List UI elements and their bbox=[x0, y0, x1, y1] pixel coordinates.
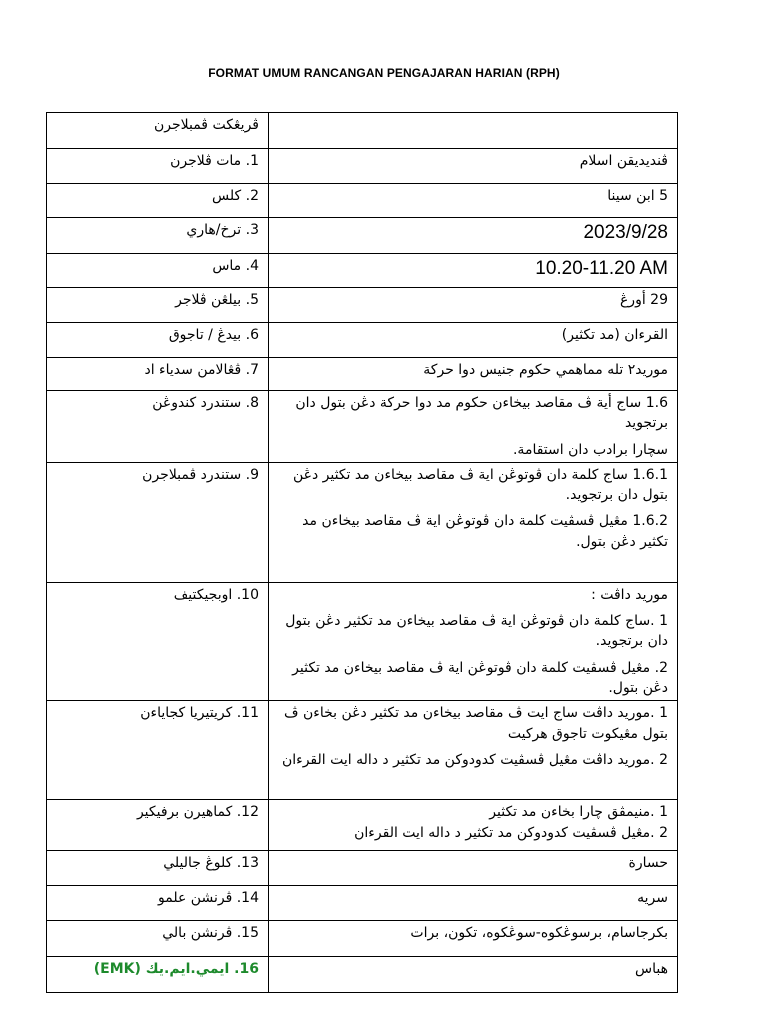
table-row bbox=[47, 358, 678, 391]
content-cell: 5 ابن سينا bbox=[269, 184, 678, 218]
table-row bbox=[47, 886, 678, 921]
table-row bbox=[47, 462, 678, 582]
content-cell bbox=[269, 462, 678, 582]
label-cell: 10. اوبجيکتيف bbox=[47, 582, 269, 700]
table-row bbox=[47, 323, 678, 358]
content-cell: موريد٢ تله مماهمي حكوم جنيس دوا حرکة bbox=[269, 358, 678, 391]
content-line: موريد داڤت : bbox=[591, 586, 668, 603]
label-cell: 4. ماس bbox=[47, 254, 269, 288]
table-row bbox=[47, 288, 678, 323]
table-row bbox=[47, 800, 678, 851]
label-cell: 2. کلس bbox=[47, 184, 269, 218]
label-cell: 13. کلوڠ جاليلي bbox=[47, 851, 269, 886]
label-cell: 16. ايمي.ايم.يك (EMK) bbox=[47, 957, 269, 993]
content-cell bbox=[269, 391, 678, 463]
content-cell bbox=[269, 701, 678, 800]
content-cell: ڤنديديقن اسلام bbox=[269, 149, 678, 184]
content-line: 1.6.2 مڠيل ڤسڤيت کلمة دان ڤوتوڠن اية ڤ مقاصد بيخاءن مد تكثير دڠن بتول. bbox=[302, 513, 668, 550]
label-cell: 5. بيلڠن ڤلاجر bbox=[47, 288, 269, 323]
content-cell: حسارة bbox=[269, 851, 678, 886]
label-cell: 15. ڤرنشن بالي bbox=[47, 921, 269, 957]
content-cell bbox=[269, 800, 678, 851]
content-cell: سريه bbox=[269, 886, 678, 921]
content-line: 2 .موريد داڤت مڠيل ڤسڤيت کدودوکن مد تكثير د داله ايت القرءان bbox=[281, 751, 668, 768]
content-cell: بکرجاسام، برسوڠکوه-سوڠکوه، تکون، برات bbox=[269, 921, 678, 957]
document-title: FORMAT UMUM RANCANGAN PENGAJARAN HARIAN (RPH) bbox=[208, 66, 560, 80]
content-line: 1 .ساج کلمة دان ڤوتوڠن اية ڤ مقاصد بيخاءن مد تكثير دڠن بتول دان برتجويد. bbox=[285, 613, 668, 650]
table-row bbox=[47, 921, 678, 957]
label-cell: ڤريڠكت ڤمبلاجرن bbox=[47, 113, 269, 149]
content-line: 1 .منيمڤق چارا بخاءن مد تكثير bbox=[489, 804, 668, 821]
content-cell bbox=[269, 113, 678, 149]
content-cell: القرءان (مد تكثير) bbox=[269, 323, 678, 358]
table-row bbox=[47, 391, 678, 463]
content-cell bbox=[269, 218, 678, 254]
table-row bbox=[47, 582, 678, 700]
table-row bbox=[47, 254, 678, 288]
content-line: 2 .مڠيل ڤسڤيت کدودوکن مد تكثير د داله ايت القرءان bbox=[354, 824, 668, 841]
content-line: 1.6 ساج أية ڤ مقاصد بيخاءن حكوم مد دوا حرکة دڠن بتول دان برتجويد bbox=[295, 395, 668, 432]
table-row bbox=[47, 149, 678, 184]
rph-table bbox=[46, 112, 678, 993]
table-row bbox=[47, 113, 678, 149]
content-line: 1 .موريد داڤت ساج ايت ڤ مقاصد بيخاءن مد تكثير دڠن بخاءن ڤ بتول مڠيکوت تاجوق هرکيت bbox=[284, 705, 668, 742]
table-row bbox=[47, 701, 678, 800]
time-value: 10.20-11.20 AM bbox=[535, 258, 668, 279]
label-cell: 7. ڤڠالامن سدياء اد bbox=[47, 358, 269, 391]
content-cell: 29 أورڠ bbox=[269, 288, 678, 323]
content-cell: هباس bbox=[269, 957, 678, 993]
label-cell: 12. کماهيرن برفيکير bbox=[47, 800, 269, 851]
label-cell: 3. ترخ/هاري bbox=[47, 218, 269, 254]
table-row bbox=[47, 218, 678, 254]
label-cell: 8. ستندرد کندوڠن bbox=[47, 391, 269, 463]
label-cell: 14. ڤرنشن علمو bbox=[47, 886, 269, 921]
content-line: 1.6.1 ساج کلمة دان ڤوتوڠن اية ڤ مقاصد بيخاءن مد تكثير دڠن بتول دان برتجويد. bbox=[292, 466, 668, 504]
label-cell: 1. مات ڤلاجرن bbox=[47, 149, 269, 184]
content-cell bbox=[269, 582, 678, 700]
table-row bbox=[47, 851, 678, 886]
content-line: 2. مڠيل ڤسڤيت کلمة دان ڤوتوڠن اية ڤ مقاصد بيخاءن مد تكثير دڠن بتول. bbox=[292, 659, 668, 697]
label-cell: 6. بيدڠ / تاجوق bbox=[47, 323, 269, 358]
content-line: سچارا برادب دان استقامة. bbox=[512, 441, 668, 458]
date-value: 2023/9/28 bbox=[583, 222, 668, 243]
label-cell: 11. کريتيريا کجاياءن bbox=[47, 701, 269, 800]
table-row bbox=[47, 184, 678, 218]
content-cell bbox=[269, 254, 678, 288]
label-cell: 9. ستندرد ڤمبلاجرن bbox=[47, 462, 269, 582]
table-row bbox=[47, 957, 678, 993]
